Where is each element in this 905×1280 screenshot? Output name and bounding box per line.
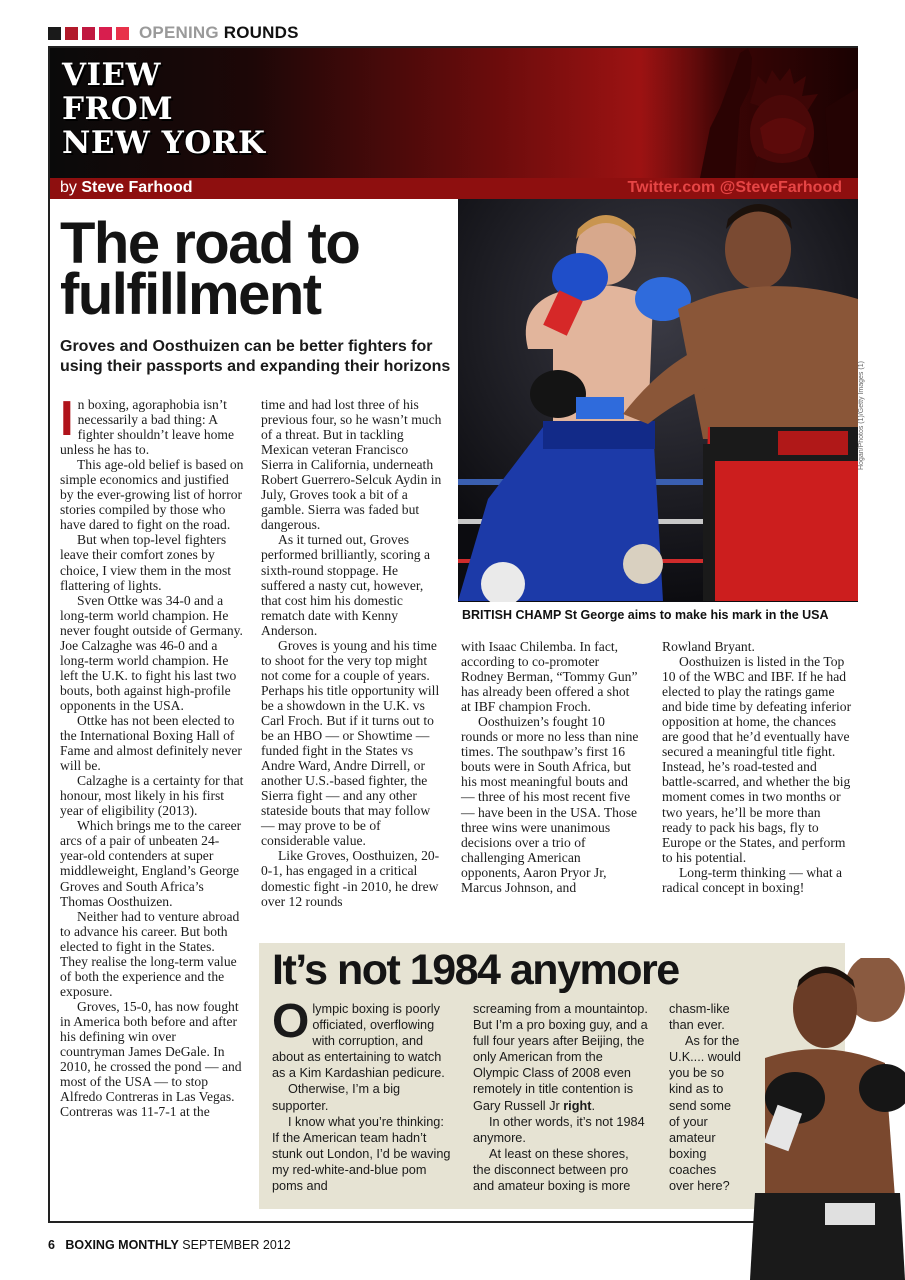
boxing-match-photo xyxy=(458,199,858,602)
banner-title xyxy=(62,58,265,160)
article-column-1 xyxy=(60,392,244,1120)
page-footer xyxy=(48,1238,291,1252)
article-paragraph: time and had lost three of his previous four, so he wasn’t much of a threat. But in tackling Mexican veteran Francisco Sierra in California, underneath Robert Guerrero-Selcuk Aydin in July, Groves took a bit of a gamble. Sierra was faded but dangerous. xyxy=(261,397,442,533)
section-label: OPENING ROUNDS xyxy=(139,23,299,42)
sidebar-paragraph: chasm-like than ever. xyxy=(669,1002,730,1033)
section-square xyxy=(99,27,112,40)
section-square xyxy=(116,27,129,40)
section-square xyxy=(82,27,95,40)
drop-cap: I xyxy=(60,392,74,446)
article-paragraph: But when top-level fighters leave their comfort zones by choice, I view them in the most flattering of lights. xyxy=(60,532,232,593)
statue-of-liberty-image xyxy=(640,48,858,178)
issue-date: SEPTEMBER 2012 xyxy=(182,1238,291,1252)
article-paragraph: with Isaac Chilemba. In fact, according to co-promoter Rodney Berman, “Tommy Gun” has already been offered a shot at IBF champion Froch. xyxy=(461,639,638,715)
article-paragraph: Groves is young and his time to shoot for the very top might not come for a couple of years. Perhaps his title opportunity will be a showdown in the U.K. vs Carl Froch. But if it turns out to be an HBO — or Showtime — funded fight in the States vs Andre Ward, Andre Dirrell, or another U.S.-based fighter, the Sierra fight — and any other stateside bouts that may follow — may prove to be of considerable value. xyxy=(261,637,440,849)
sidebar-column-2 xyxy=(473,1001,649,1194)
article-paragraph: Like Groves, Oosthuizen, 20-0-1, has engaged in a critical domestic fight -in 2010, he drew over 12 rounds xyxy=(261,848,440,909)
banner-title-line: FROM xyxy=(62,91,174,127)
sidebar-paragraph: In other words, it’s not 1984 anymore. xyxy=(473,1114,645,1145)
article-column-2 xyxy=(261,397,444,909)
byline: by Steve Farhood xyxy=(60,179,193,196)
sidebar-paragraph: Otherwise, I’m a big supporter. xyxy=(272,1082,401,1113)
photo-credit: Hogan/Photos (1)/Getty Images (1) xyxy=(858,361,865,470)
banner-title-line: VIEW xyxy=(62,57,161,93)
article-paragraph: Long-term thinking — what a radical concept in boxing! xyxy=(662,864,843,895)
section-square xyxy=(48,27,61,40)
page-number: 6 xyxy=(48,1238,55,1252)
banner-title-line: NEW YORK xyxy=(62,125,266,161)
article-paragraph: Oosthuizen is listed in the Top 10 of the WBC and IBF. If he had elected to play the ratings game and bide time by defeating inferior opposition at home, the chances are good that he’d eventually have secured a meaningful title fight. Instead, he’s road-tested and battle-scarred, and whether the big moment comes in two months or two years, he’ll be more than ready to pack his bags, fly to Europe or the States, and perform to his potential. xyxy=(662,654,852,865)
section-square xyxy=(65,27,78,40)
sidebar-paragraph: Olympic boxing is poorly officiated, overflowing with corruption, and about as entertaining to watch as a Kim Kardashian pedicure. xyxy=(272,995,445,1081)
column-banner xyxy=(50,48,858,178)
twitter-handle: Twitter.com @SteveFarhood xyxy=(627,179,842,196)
headline: The road to fulfillment xyxy=(60,211,360,327)
article-paragraph: Which brings me to the career arcs of a pair of unbeaten 24-year-old contenders at super middleweight, England’s George Groves and South Africa’s Thomas Oosthuizen. xyxy=(60,818,242,909)
sidebar-title: It’s not 1984 anymore xyxy=(272,946,679,994)
standfirst: Groves and Oosthuizen can be better fighters for using their passports and expanding their horizons xyxy=(60,338,451,375)
article-column-3 xyxy=(461,639,641,895)
article-paragraph: Neither had to venture abroad to advance his career. But both elected to fight in the States. They realise the long-term value of both the experience and the exposure. xyxy=(60,908,240,999)
sidebar-paragraph: At least on these shores, the disconnect between pro and amateur boxing is more xyxy=(473,1146,631,1194)
sidebar-column-1 xyxy=(272,995,454,1194)
article-paragraph: Rowland Bryant. xyxy=(662,639,755,654)
sidebar-paragraph: As for the U.K.... would you be so kind as to send some of your amateur boxing coaches over here? xyxy=(669,1034,741,1194)
article-paragraph: Ottke has not been elected to the International Boxing Hall of Fame and almost definitely never will be. xyxy=(60,712,242,774)
photo-caption: BRITISH CHAMP St George aims to make his mark in the USA xyxy=(462,608,829,622)
magazine-name: BOXING MONTHLY xyxy=(65,1238,179,1252)
article-paragraph: As it turned out, Groves performed brilliantly, scoring a sixth-round stoppage. He suffered a nasty cut, however, that cost him his domestic rematch date with Kenny Anderson. xyxy=(261,532,430,638)
article-paragraph: Groves, 15-0, has now fought in America both before and after his defining win over countryman James DeGale. In 2010, he crossed the pond — and most of the USA — to stop Alfredo Contreras in Las Vegas. Contreras was 11-7-1 at the xyxy=(60,998,242,1120)
byline-bar xyxy=(50,178,858,199)
section-header xyxy=(48,22,299,44)
author-name: Steve Farhood xyxy=(81,179,193,196)
sidebar-paragraph: I know what you’re thinking: If the American team hadn’t stunk out London, I’d be waving my red-white-and-blue pom poms and xyxy=(272,1114,451,1194)
sidebar-paragraph: screaming from a mountaintop. But I’m a pro boxing guy, and a full four years after Beijing, the only American from the Olympic Class of 2008 even remotely in title contention is Gary Russell Jr right. xyxy=(473,1002,648,1113)
article-paragraph: Oosthuizen’s fought 10 rounds or more no less than nine times. The southpaw’s first 16 bouts were in South Africa, but his most meaningful bouts and — three of his most recent five — have been in the USA. Those three wins were unanimous decisions over a trio of challenging American opponents, Aaron Pryor Jr, Marcus Johnson, and xyxy=(461,714,639,895)
sidebar-drop-cap: O xyxy=(272,995,310,1048)
article-paragraph: Calzaghe is a certainty for that honour, most likely in his first year of eligibility (2013). xyxy=(60,773,244,819)
frame-left-rule xyxy=(48,47,50,1222)
article-paragraph: In boxing, agoraphobia isn’t necessarily a bad thing: A fighter shouldn’t leave home unless he has to. xyxy=(60,392,235,458)
article-paragraph: This age-old belief is based on simple economics and justified by the ever-growing list of horror stories compiled by those who have dared to fight on the road. xyxy=(60,457,244,533)
boxer-cutout-image xyxy=(725,958,905,1280)
article-column-4 xyxy=(662,639,852,895)
article-paragraph: Sven Ottke was 34-0 and a long-term world champion. He never fought outside of Germany. Joe Calzaghe was 46-0 and a long-term world champion. He left the U.K. to fight his last two bouts, both against high-profile opponents in the USA. xyxy=(60,592,243,713)
